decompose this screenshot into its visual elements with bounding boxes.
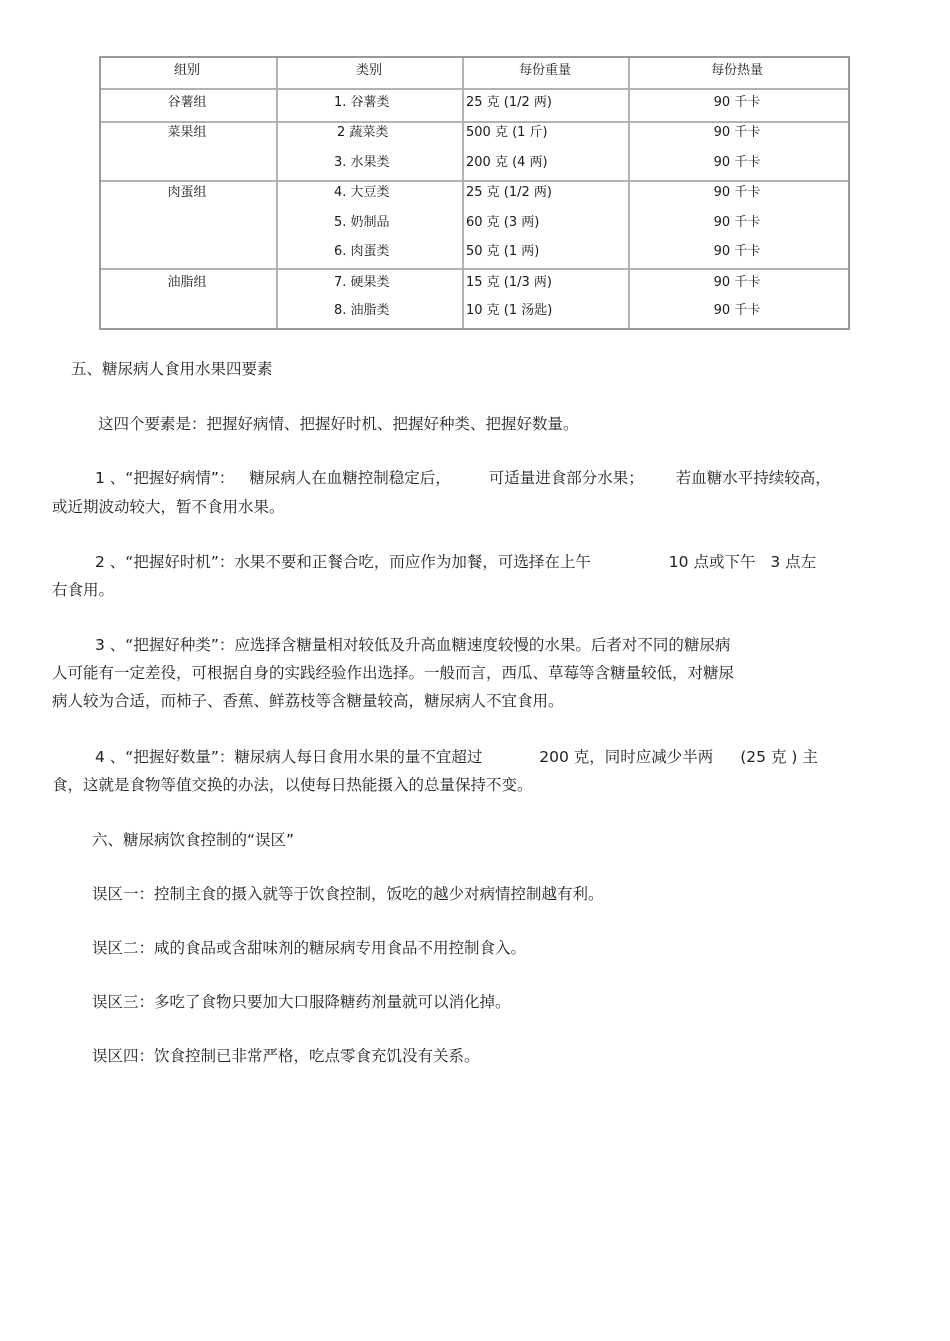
energy-cell: 90 千卡 (713, 155, 761, 170)
myth-item: 误区二：咸的食品或含甜味剂的糖尿病专用食品不用控制食入。 (92, 939, 527, 957)
table-row-divider (101, 268, 848, 270)
point4-line2: 食，这就是食物等值交换的办法，以使每日热能摄入的总量保持不变。 (52, 776, 533, 794)
section6-heading: 六、糖尿病饮食控制的“误区” (92, 831, 295, 849)
category-cell: 3. 水果类 (334, 155, 390, 170)
point1-seg: 若血糖水平持续较高， (675, 469, 831, 487)
energy-cell: 90 千卡 (713, 125, 761, 140)
point1-title: 1 、“把握好病情”： (95, 469, 235, 487)
point3-line1: 3 、“把握好种类”：应选择含糖量相对较低及升高血糖速度较慢的水果。后者对不同的糖尿病 (95, 636, 731, 654)
header-weight: 每份重量 (518, 63, 572, 78)
weight-cell: 25 克 (1/2 两) (466, 185, 553, 200)
food-exchange-table (99, 56, 850, 330)
weight-cell: 15 克 (1/3 两) (466, 275, 553, 290)
point3-line2: 人可能有一定差役，可根据自身的实践经验作出选择。一般而言，西瓜、草莓等含糖量较低，对糖尿 (52, 664, 735, 682)
energy-cell: 90 千卡 (713, 275, 761, 290)
myth-item: 误区一：控制主食的摄入就等于饮食控制，饭吃的越少对病情控制越有利。 (92, 885, 604, 903)
category-cell: 7. 硬果类 (334, 275, 390, 290)
table-col-divider (276, 58, 278, 328)
point1-seg: 可适量进食部分水果； (488, 469, 644, 487)
header-energy: 每份热量 (710, 63, 764, 78)
weight-cell: 25 克 (1/2 两) (466, 95, 553, 110)
point2-seg: 10 点或下午 (668, 553, 756, 571)
point4-seg: (25 克 ) 主 (740, 748, 818, 766)
section5-intro: 这四个要素是：把握好病情、把握好时机、把握好种类、把握好数量。 (98, 415, 579, 433)
weight-cell: 60 克 (3 两) (466, 215, 540, 230)
category-cell: 8. 油脂类 (334, 303, 390, 318)
point1-seg: 糖尿病人在血糖控制稳定后， (249, 469, 451, 487)
point2-line2: 右食用。 (52, 581, 115, 599)
point4-seg: 200 克，同时应减少半两 (539, 748, 714, 766)
group-name: 油脂组 (167, 275, 207, 290)
energy-cell: 90 千卡 (713, 303, 761, 318)
table-row-divider (101, 88, 848, 90)
energy-cell: 90 千卡 (713, 244, 761, 259)
point4-line1 (95, 746, 818, 768)
point2-line1 (95, 551, 816, 573)
point2-seg: 3 点左 (770, 553, 817, 571)
point3-line3: 病人较为合适，而柿子、香蕉、鲜荔枝等含糖量较高，糖尿病人不宜食用。 (52, 692, 564, 710)
category-cell: 2 蔬菜类 (337, 125, 389, 140)
myth-item: 误区四：饮食控制已非常严格，吃点零食充饥没有关系。 (92, 1047, 480, 1065)
category-cell: 4. 大豆类 (334, 185, 390, 200)
table-row-divider (101, 180, 848, 182)
table-row-divider (101, 121, 848, 123)
point1-line1 (95, 467, 831, 489)
table-col-divider (628, 58, 630, 328)
energy-cell: 90 千卡 (713, 95, 761, 110)
point1-line2: 或近期波动较大，暂不食用水果。 (52, 498, 285, 516)
weight-cell: 200 克 (4 两) (466, 155, 548, 170)
point4-seg: 4 、“把握好数量”：糖尿病人每日食用水果的量不宜超过 (95, 748, 483, 766)
header-group: 组别 (173, 63, 201, 78)
section5-heading: 五、糖尿病人食用水果四要素 (71, 360, 273, 378)
header-category: 类别 (355, 63, 383, 78)
group-name: 菜果组 (167, 125, 207, 140)
category-cell: 6. 肉蛋类 (334, 244, 390, 259)
energy-cell: 90 千卡 (713, 185, 761, 200)
category-cell: 5. 奶制品 (334, 215, 390, 230)
group-name: 肉蛋组 (167, 185, 207, 200)
category-cell: 1. 谷薯类 (334, 95, 390, 110)
weight-cell: 50 克 (1 两) (466, 244, 540, 259)
group-name: 谷薯组 (167, 95, 207, 110)
point2-seg: 2 、“把握好时机”：水果不要和正餐合吃，而应作为加餐，可选择在上午 (95, 553, 591, 571)
weight-cell: 10 克 (1 汤匙) (466, 303, 553, 318)
energy-cell: 90 千卡 (713, 215, 761, 230)
table-col-divider (462, 58, 464, 328)
myth-item: 误区三：多吃了食物只要加大口服降糖药剂量就可以消化掉。 (92, 993, 511, 1011)
weight-cell: 500 克 (1 斤) (466, 125, 548, 140)
